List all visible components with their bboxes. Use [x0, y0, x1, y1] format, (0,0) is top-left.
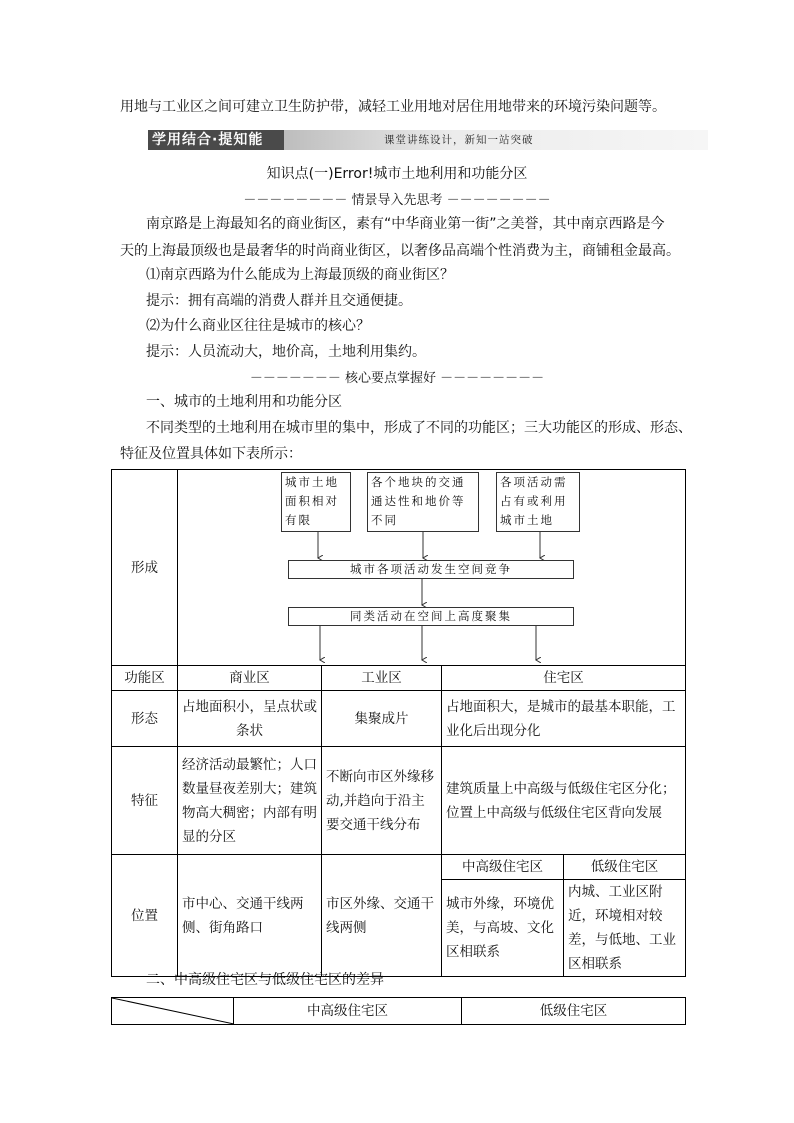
location-high-header: 中高级住宅区 — [442, 855, 564, 880]
formation-flowchart — [178, 470, 684, 665]
location-high: 城市外缘，环境优美，与高坡、文化区相联系 — [442, 880, 564, 977]
feature-commercial: 经济活动最繁忙；人口数量昼夜差别大；建筑物高大稠密；内部有明显的分区 — [178, 747, 322, 855]
table2-high-header: 中高级住宅区 — [234, 998, 462, 1025]
location-low: 内城、工业区附近，环境相对较差，与低地、工业区相联系 — [564, 880, 686, 977]
banner-tag: 学用结合·提知能 — [148, 130, 284, 150]
diagonal-header-cell — [112, 998, 234, 1025]
header-zone: 功能区 — [112, 666, 178, 691]
row-label-shape: 形态 — [112, 691, 178, 747]
residential-difference-table — [111, 997, 686, 1025]
divider-scenario: －－－－－－－－ 情景导入先思考 －－－－－－－－ — [243, 193, 551, 208]
row-label-feature: 特征 — [112, 747, 178, 855]
paragraph-2-line-1: 不同类型的土地利用在城市里的集中，形成了不同的功能区；三大功能区的形成、形态、 — [146, 420, 692, 436]
divider-core: －－－－－－－ 核心要点掌握好 －－－－－－－－ — [249, 371, 545, 386]
diagonal-line — [112, 998, 234, 1024]
question-2: ⑵为什么商业区往往是城市的核心？ — [146, 318, 370, 334]
table2-low-header: 低级住宅区 — [462, 998, 686, 1025]
shape-commercial: 占地面积小，呈点状或条状 — [178, 691, 322, 747]
row-label-formation: 形成 — [112, 470, 178, 666]
row-label-location: 位置 — [112, 855, 178, 977]
flow-box-accessibility: 各个地块的交通通达性和地价等不同 — [367, 472, 479, 532]
question-1: ⑴南京西路为什么能成为上海最顶级的商业街区？ — [146, 267, 454, 283]
heading-2: 二、中高级住宅区与低级住宅区的差异 — [146, 972, 384, 988]
section-banner — [148, 130, 708, 150]
intro-line: 用地与工业区之间可建立卫生防护带，减轻工业用地对居住用地带来的环境污染问题等。 — [120, 99, 666, 115]
flow-box-activities: 各项活动需占有或利用城市土地 — [496, 472, 580, 532]
paragraph-2-line-2: 特征及位置具体如下表所示： — [120, 446, 302, 462]
banner-subtitle: 课堂讲练设计，新知一站突破 — [384, 134, 534, 146]
feature-industrial: 不断向市区外缘移动,并趋向于沿主要交通干线分布 — [322, 747, 442, 855]
shape-residential: 占地面积大，是城市的最基本职能，工业化后出现分化 — [442, 691, 686, 747]
answer-2: 提示：人员流动大，地价高，土地利用集约。 — [146, 344, 426, 360]
header-commercial: 商业区 — [178, 666, 322, 691]
flow-bar-competition: 城市各项活动发生空间竞争 — [288, 560, 574, 579]
header-industrial: 工业区 — [322, 666, 442, 691]
answer-1: 提示：拥有高端的消费人群并且交通便捷。 — [146, 293, 412, 309]
location-commercial: 市中心、交通干线两侧、街角路口 — [178, 855, 322, 977]
knowledge-title: 知识点(一)Error!城市土地利用和功能分区 — [266, 166, 528, 182]
location-industrial: 市区外缘、交通干线两侧 — [322, 855, 442, 977]
shape-industrial: 集聚成片 — [322, 691, 442, 747]
feature-residential: 建筑质量上中高级与低级住宅区分化；位置上中高级与低级住宅区背向发展 — [442, 747, 686, 855]
paragraph-1-line-2: 天的上海最顶级也是最奢华的时尚商业街区，以奢侈品高端个性消费为主，商铺租金最高。 — [120, 243, 680, 259]
location-low-header: 低级住宅区 — [564, 855, 686, 880]
flow-box-land-limited: 城市土地面积相对有限 — [281, 472, 351, 532]
heading-1: 一、城市的土地利用和功能分区 — [146, 394, 342, 410]
header-residential: 住宅区 — [442, 666, 686, 691]
paragraph-1-line-1: 南京路是上海最知名的商业街区，素有“中华商业第一街”之美誉，其中南京西路是今 — [146, 216, 665, 232]
flow-bar-aggregation: 同类活动在空间上高度聚集 — [288, 607, 574, 626]
